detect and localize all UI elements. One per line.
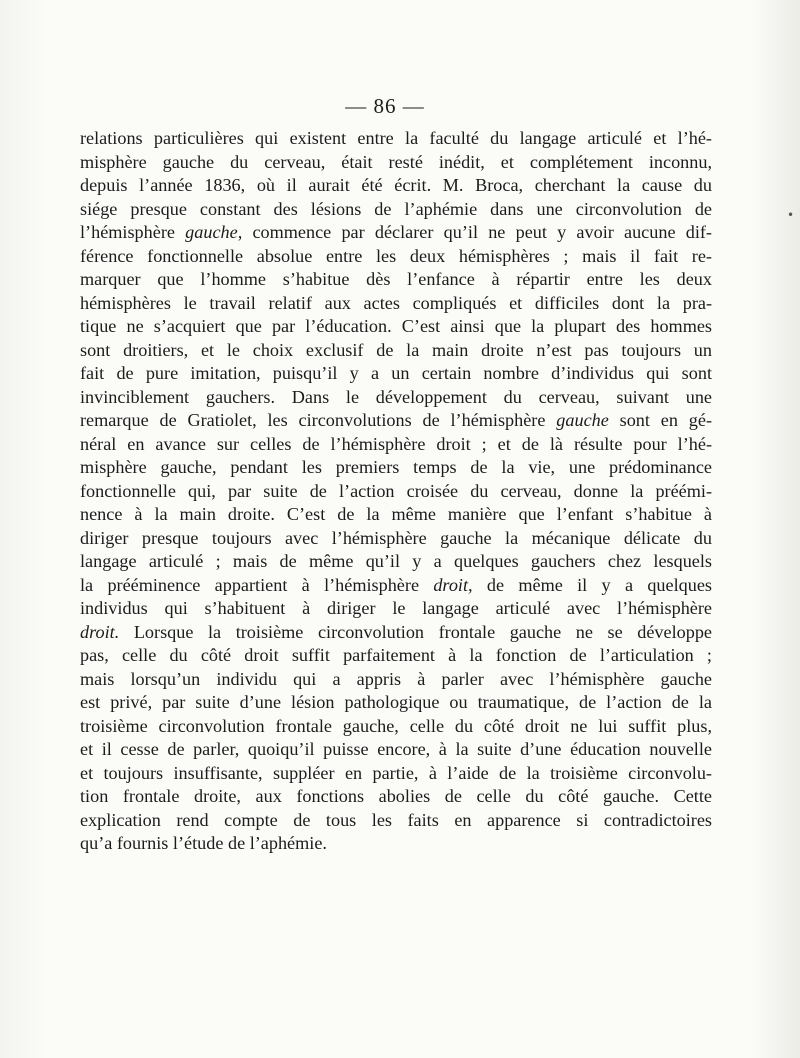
text-run: de même il y a quelques [472,574,712,595]
italic-text: gauche [556,410,609,430]
text-line [80,691,712,715]
text-line [80,386,712,410]
text-run: et il cesse de parler, quoiqu’il puisse encore, à la suite d’une éducation nouvelle [80,739,712,759]
text-run: commence par déclarer qu’il ne peut y avoir aucune dif- [242,222,712,242]
text-run: depuis l’année 1836, où il aurait été écrit. M. Broca, cherchant la cause du [80,175,712,195]
text-line [80,292,712,316]
text-run: relations particulières qui existent entre la faculté du langage articulé et l’hé- [80,128,712,148]
text-run: nence à la main droite. C’est de la même manière que l’enfant s’habitue à [80,504,712,524]
text-run: la prééminence appartient à l’hémisphère [80,574,434,595]
text-line [80,621,712,645]
text-line [80,738,712,762]
text-line [80,527,712,551]
text-line [80,221,712,245]
text-line [80,362,712,386]
text-run: tion frontale droite, aux fonctions abolies de celle du côté gauche. Cette [80,786,712,806]
text-run: est privé, par suite d’une lésion pathologique ou traumatique, de l’action de la [80,692,712,712]
italic-text: droit, [433,574,473,595]
text-run: diriger presque toujours avec l’hémisphère gauche la mécanique délicate du [80,527,712,548]
text-run: sont en gé- [608,410,712,430]
text-run: mais lorsqu’un individu qui a appris à parler avec l’hémisphère gauche [80,668,712,689]
text-run: pas, celle du côté droit suffit parfaitement à la fonction de l’articulation ; [80,645,712,665]
text-run: fonctionnelle qui, par suite de l’action croisée du cerveau, donne la préémi- [80,480,712,501]
text-line [80,268,712,292]
text-line [80,832,712,856]
text-run: tique ne s’acquiert que par l’éducation. C’est ainsi que la plupart des hommes [80,316,712,336]
text-run: remarque de Gratiolet, les circonvolutions de l’hémisphère [80,410,557,430]
text-run: férence fonctionnelle absolue entre les deux hémisphères ; mais il fait re- [80,245,712,266]
text-run: misphère gauche du cerveau, était resté inédit, et complétement inconnu, [80,151,712,172]
margin-mark: • [787,208,795,222]
text-line [80,315,712,339]
text-line [80,245,712,269]
text-line [80,174,712,198]
text-run: troisième circonvolution frontale gauche, celle du côté droit ne lui suffit plus, [80,715,712,736]
text-line [80,644,712,668]
page-number: — 86 — [345,94,425,118]
italic-text: gauche, [185,222,243,242]
text-line [80,574,712,598]
text-run: néral en avance sur celles de l’hémisphère droit ; et de là résulte pour l’hé- [80,433,712,454]
text-run: invinciblement gauchers. Dans le développement du cerveau, suivant une [80,386,712,407]
text-line [80,198,712,222]
text-run: explication rend compte de tous les faits en apparence si contradictoires [80,809,712,830]
text-line [80,762,712,786]
text-run: siége presque constant des lésions de l’aphémie dans une circonvolution de [80,198,712,219]
text-line [80,809,712,833]
text-line [80,715,712,739]
text-run: misphère gauche, pendant les premiers temps de la vie, une prédominance [80,457,712,477]
text-line [80,480,712,504]
text-line [80,409,712,433]
text-run: langage articulé ; mais de même qu’il y a quelques gauchers chez lesquels [80,551,712,571]
text-line [80,503,712,527]
text-run: l’hémisphère [80,222,186,242]
text-line [80,785,712,809]
text-line [80,151,712,175]
text-run: qu’a fournis l’étude de l’aphémie. [80,833,327,853]
text-run: hémisphères le travail relatif aux actes compliqués et difficiles dont la pra- [80,292,712,313]
text-run: fait de pure imitation, puisqu’il y a un certain nombre d’individus qui sont [80,363,712,383]
text-run: Lorsque la troisième circonvolution frontale gauche ne se développe [119,621,712,642]
italic-text: droit. [80,621,120,642]
text-line [80,456,712,480]
text-line [80,597,712,621]
body-text [80,127,712,856]
text-line [80,433,712,457]
text-run: et toujours insuffisante, suppléer en partie, à l’aide de la troisième circonvolu- [80,762,712,783]
text-line [80,550,712,574]
text-line [80,668,712,692]
text-run: individus qui s’habituent à diriger le langage articulé avec l’hémisphère [80,598,712,618]
text-run: marquer que l’homme s’habitue dès l’enfance à répartir entre les deux [80,269,712,289]
text-run: sont droitiers, et le choix exclusif de la main droite n’est pas toujours un [80,339,712,360]
text-line [80,127,712,151]
text-line [80,339,712,363]
